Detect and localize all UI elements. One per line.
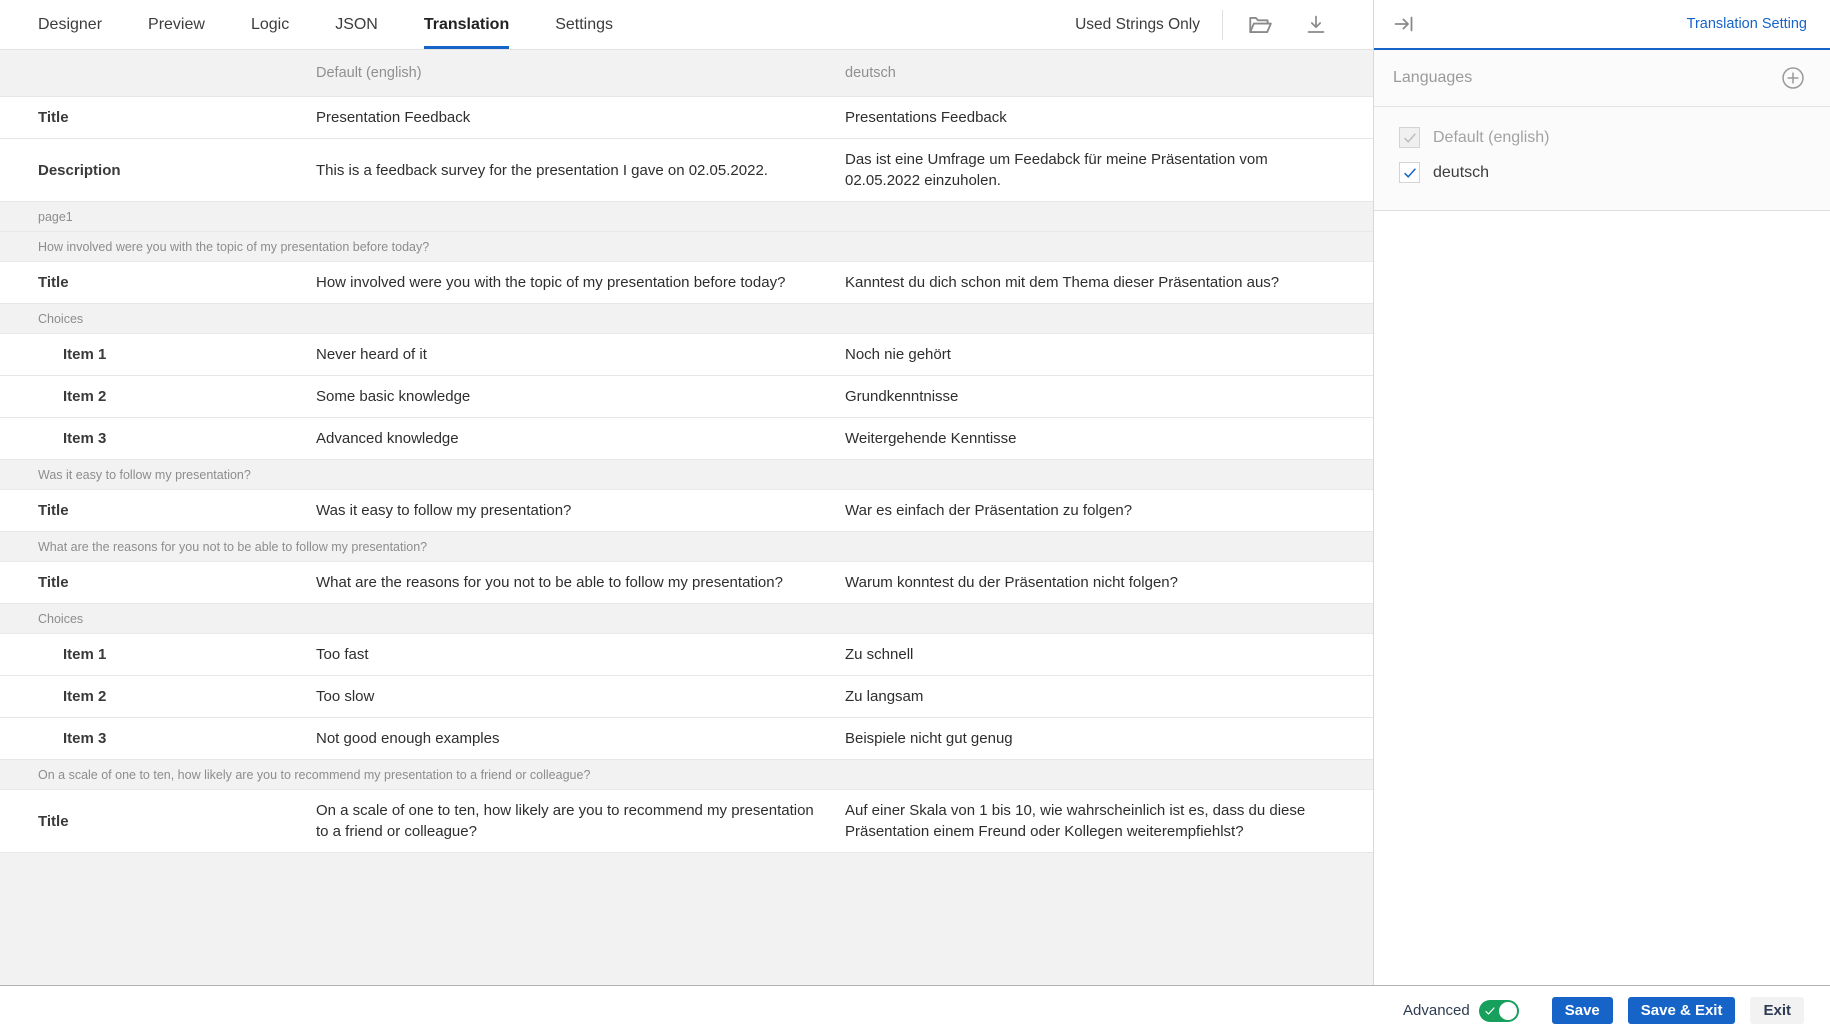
header-default-english: Default (english)	[316, 65, 422, 81]
english-text[interactable]: Too slow	[316, 688, 375, 705]
advanced-label: Advanced	[1403, 1002, 1470, 1019]
row-label: Item 3	[63, 430, 107, 447]
languages-list	[1374, 107, 1830, 210]
save-button[interactable]: Save	[1552, 997, 1613, 1024]
deutsch-text-cell[interactable]	[845, 149, 1373, 191]
download-icon	[1304, 13, 1328, 37]
english-text[interactable]: Never heard of it	[316, 346, 427, 363]
english-text-cell[interactable]	[316, 428, 845, 449]
export-button[interactable]	[1301, 10, 1331, 40]
deutsch-text[interactable]: Zu langsam	[845, 688, 924, 705]
deutsch-text[interactable]: Noch nie gehört	[845, 346, 951, 363]
table-rows	[0, 97, 1373, 853]
translation-row	[0, 334, 1373, 376]
translation-row	[0, 418, 1373, 460]
translation-row	[0, 562, 1373, 604]
translation-row	[0, 718, 1373, 760]
header-deutsch: deutsch	[845, 65, 896, 81]
english-text-cell[interactable]	[316, 160, 845, 181]
deutsch-text-cell[interactable]	[845, 272, 1373, 293]
languages-header	[1374, 50, 1830, 107]
toggle-knob	[1499, 1002, 1517, 1020]
section-row: Choices	[0, 604, 1373, 634]
deutsch-text[interactable]: Kanntest du dich schon mit dem Thema dieser Präsentation aus?	[845, 274, 1280, 291]
row-label: Title	[38, 274, 69, 291]
deutsch-text-cell[interactable]	[845, 686, 1373, 707]
deutsch-text[interactable]: Zu schnell	[845, 646, 914, 663]
language-checkbox[interactable]	[1399, 162, 1420, 183]
advanced-group	[1403, 1000, 1519, 1022]
deutsch-text-cell[interactable]	[845, 800, 1373, 842]
english-text[interactable]: This is a feedback survey for the presentation I gave on 02.05.2022.	[316, 161, 768, 179]
english-text-cell[interactable]	[316, 728, 845, 749]
tab-settings[interactable]: Settings	[555, 15, 614, 33]
deutsch-text-cell[interactable]	[845, 644, 1373, 665]
deutsch-text-cell[interactable]	[845, 107, 1373, 128]
translation-row	[0, 139, 1373, 202]
section-row: How involved were you with the topic of my presentation before today?	[0, 232, 1373, 262]
check-icon	[1403, 166, 1417, 180]
table-header-row	[0, 50, 1373, 97]
section-row: Choices	[0, 304, 1373, 334]
tab-bar	[0, 0, 1373, 50]
section-row: Was it easy to follow my presentation?	[0, 460, 1373, 490]
translation-table	[0, 50, 1373, 985]
row-label: Item 2	[63, 688, 107, 705]
translation-row	[0, 376, 1373, 418]
footer-bar	[0, 985, 1830, 1035]
english-text[interactable]: What are the reasons for you not to be able to follow my presentation?	[316, 574, 783, 591]
english-text-cell[interactable]	[316, 500, 845, 521]
language-label: deutsch	[1433, 163, 1490, 181]
deutsch-text-cell[interactable]	[845, 728, 1373, 749]
tab-logic[interactable]: Logic	[250, 15, 290, 33]
section-row: page1	[0, 202, 1373, 232]
language-checkbox	[1399, 127, 1420, 148]
languages-label: Languages	[1393, 69, 1473, 86]
english-text-cell[interactable]	[316, 344, 845, 365]
section-row: On a scale of one to ten, how likely are you to recommend my presentation to a friend or colleague?	[0, 760, 1373, 790]
row-label: Title	[38, 109, 69, 126]
table-empty-area	[0, 853, 1373, 985]
language-item-deutsch[interactable]	[1374, 155, 1830, 190]
language-item-default-english	[1374, 120, 1830, 155]
deutsch-text-cell[interactable]	[845, 572, 1373, 593]
deutsch-text[interactable]: Presentations Feedback	[845, 109, 1007, 126]
advanced-toggle[interactable]	[1479, 1000, 1519, 1022]
sidebar-header	[1374, 0, 1830, 50]
row-label: Title	[38, 574, 69, 591]
import-button[interactable]	[1245, 10, 1275, 40]
toolbar	[1075, 0, 1373, 49]
language-label: Default (english)	[1433, 128, 1550, 146]
deutsch-text-cell[interactable]	[845, 344, 1373, 365]
plus-circle-icon	[1780, 65, 1806, 91]
sidebar-title: Translation Setting	[1686, 16, 1807, 32]
english-text-cell[interactable]	[316, 272, 845, 293]
deutsch-text-cell[interactable]	[845, 386, 1373, 407]
english-text[interactable]: Some basic knowledge	[316, 388, 471, 405]
tabs	[38, 0, 659, 49]
tab-preview[interactable]: Preview	[148, 15, 205, 33]
translation-settings-sidebar	[1374, 0, 1830, 985]
translation-row	[0, 97, 1373, 139]
tab-translation[interactable]: Translation	[424, 0, 509, 49]
row-label: Description	[38, 161, 121, 179]
english-text[interactable]: Advanced knowledge	[316, 430, 459, 447]
row-label: Item 1	[63, 646, 107, 663]
english-text[interactable]: Too fast	[316, 646, 369, 663]
tab-json[interactable]: JSON	[335, 15, 378, 33]
english-text[interactable]: Presentation Feedback	[316, 109, 471, 126]
english-text-cell[interactable]	[316, 386, 845, 407]
translation-row	[0, 634, 1373, 676]
collapse-sidebar-button[interactable]	[1389, 9, 1419, 39]
row-label: Item 2	[63, 388, 107, 405]
translation-row	[0, 790, 1373, 853]
check-icon	[1484, 1005, 1496, 1017]
folder-open-icon	[1247, 12, 1273, 38]
translation-row	[0, 490, 1373, 532]
check-icon	[1403, 131, 1417, 145]
tab-designer[interactable]: Designer	[38, 15, 103, 33]
add-language-button[interactable]	[1778, 63, 1808, 93]
translation-row	[0, 262, 1373, 304]
save-exit-button[interactable]: Save & Exit	[1628, 997, 1736, 1024]
languages-panel	[1374, 50, 1830, 211]
english-text-cell[interactable]	[316, 107, 845, 128]
english-text-cell[interactable]	[316, 686, 845, 707]
toolbar-divider	[1222, 10, 1223, 40]
deutsch-text[interactable]: Beispiele nicht gut genug	[845, 730, 1013, 747]
deutsch-text-cell[interactable]	[845, 500, 1373, 521]
row-label: Title	[38, 502, 69, 519]
english-text[interactable]: Was it easy to follow my presentation?	[316, 502, 572, 519]
deutsch-text-cell[interactable]	[845, 428, 1373, 449]
deutsch-text[interactable]: Weitergehende Kenntisse	[845, 430, 1017, 447]
english-text[interactable]: Not good enough examples	[316, 730, 500, 747]
english-text-cell[interactable]	[316, 572, 845, 593]
deutsch-text[interactable]: War es einfach der Präsentation zu folgen?	[845, 502, 1133, 519]
row-label: Item 3	[63, 730, 107, 747]
english-text[interactable]: On a scale of one to ten, how likely are you to recommend my presentation to a friend or colleague?	[316, 802, 814, 840]
section-row: What are the reasons for you not to be able to follow my presentation?	[0, 532, 1373, 562]
arrow-to-bar-icon	[1392, 12, 1416, 36]
english-text[interactable]: How involved were you with the topic of my presentation before today?	[316, 274, 786, 291]
deutsch-text[interactable]: Das ist eine Umfrage um Feedabck für meine Präsentation vom 02.05.2022 einzuholen.	[845, 151, 1268, 189]
english-text-cell[interactable]	[316, 644, 845, 665]
row-label: Item 1	[63, 346, 107, 363]
english-text-cell[interactable]	[316, 800, 845, 842]
exit-button[interactable]: Exit	[1750, 997, 1804, 1024]
deutsch-text[interactable]: Grundkenntnisse	[845, 388, 959, 405]
deutsch-text[interactable]: Warum konntest du der Präsentation nicht folgen?	[845, 574, 1178, 591]
used-strings-only-toggle[interactable]: Used Strings Only	[1075, 15, 1200, 33]
row-label: Title	[38, 812, 69, 830]
translation-row	[0, 676, 1373, 718]
deutsch-text[interactable]: Auf einer Skala von 1 bis 10, wie wahrscheinlich ist es, dass du diese Präsentation einem Freund oder Kollegen weiterempfiehlst?	[845, 802, 1306, 840]
